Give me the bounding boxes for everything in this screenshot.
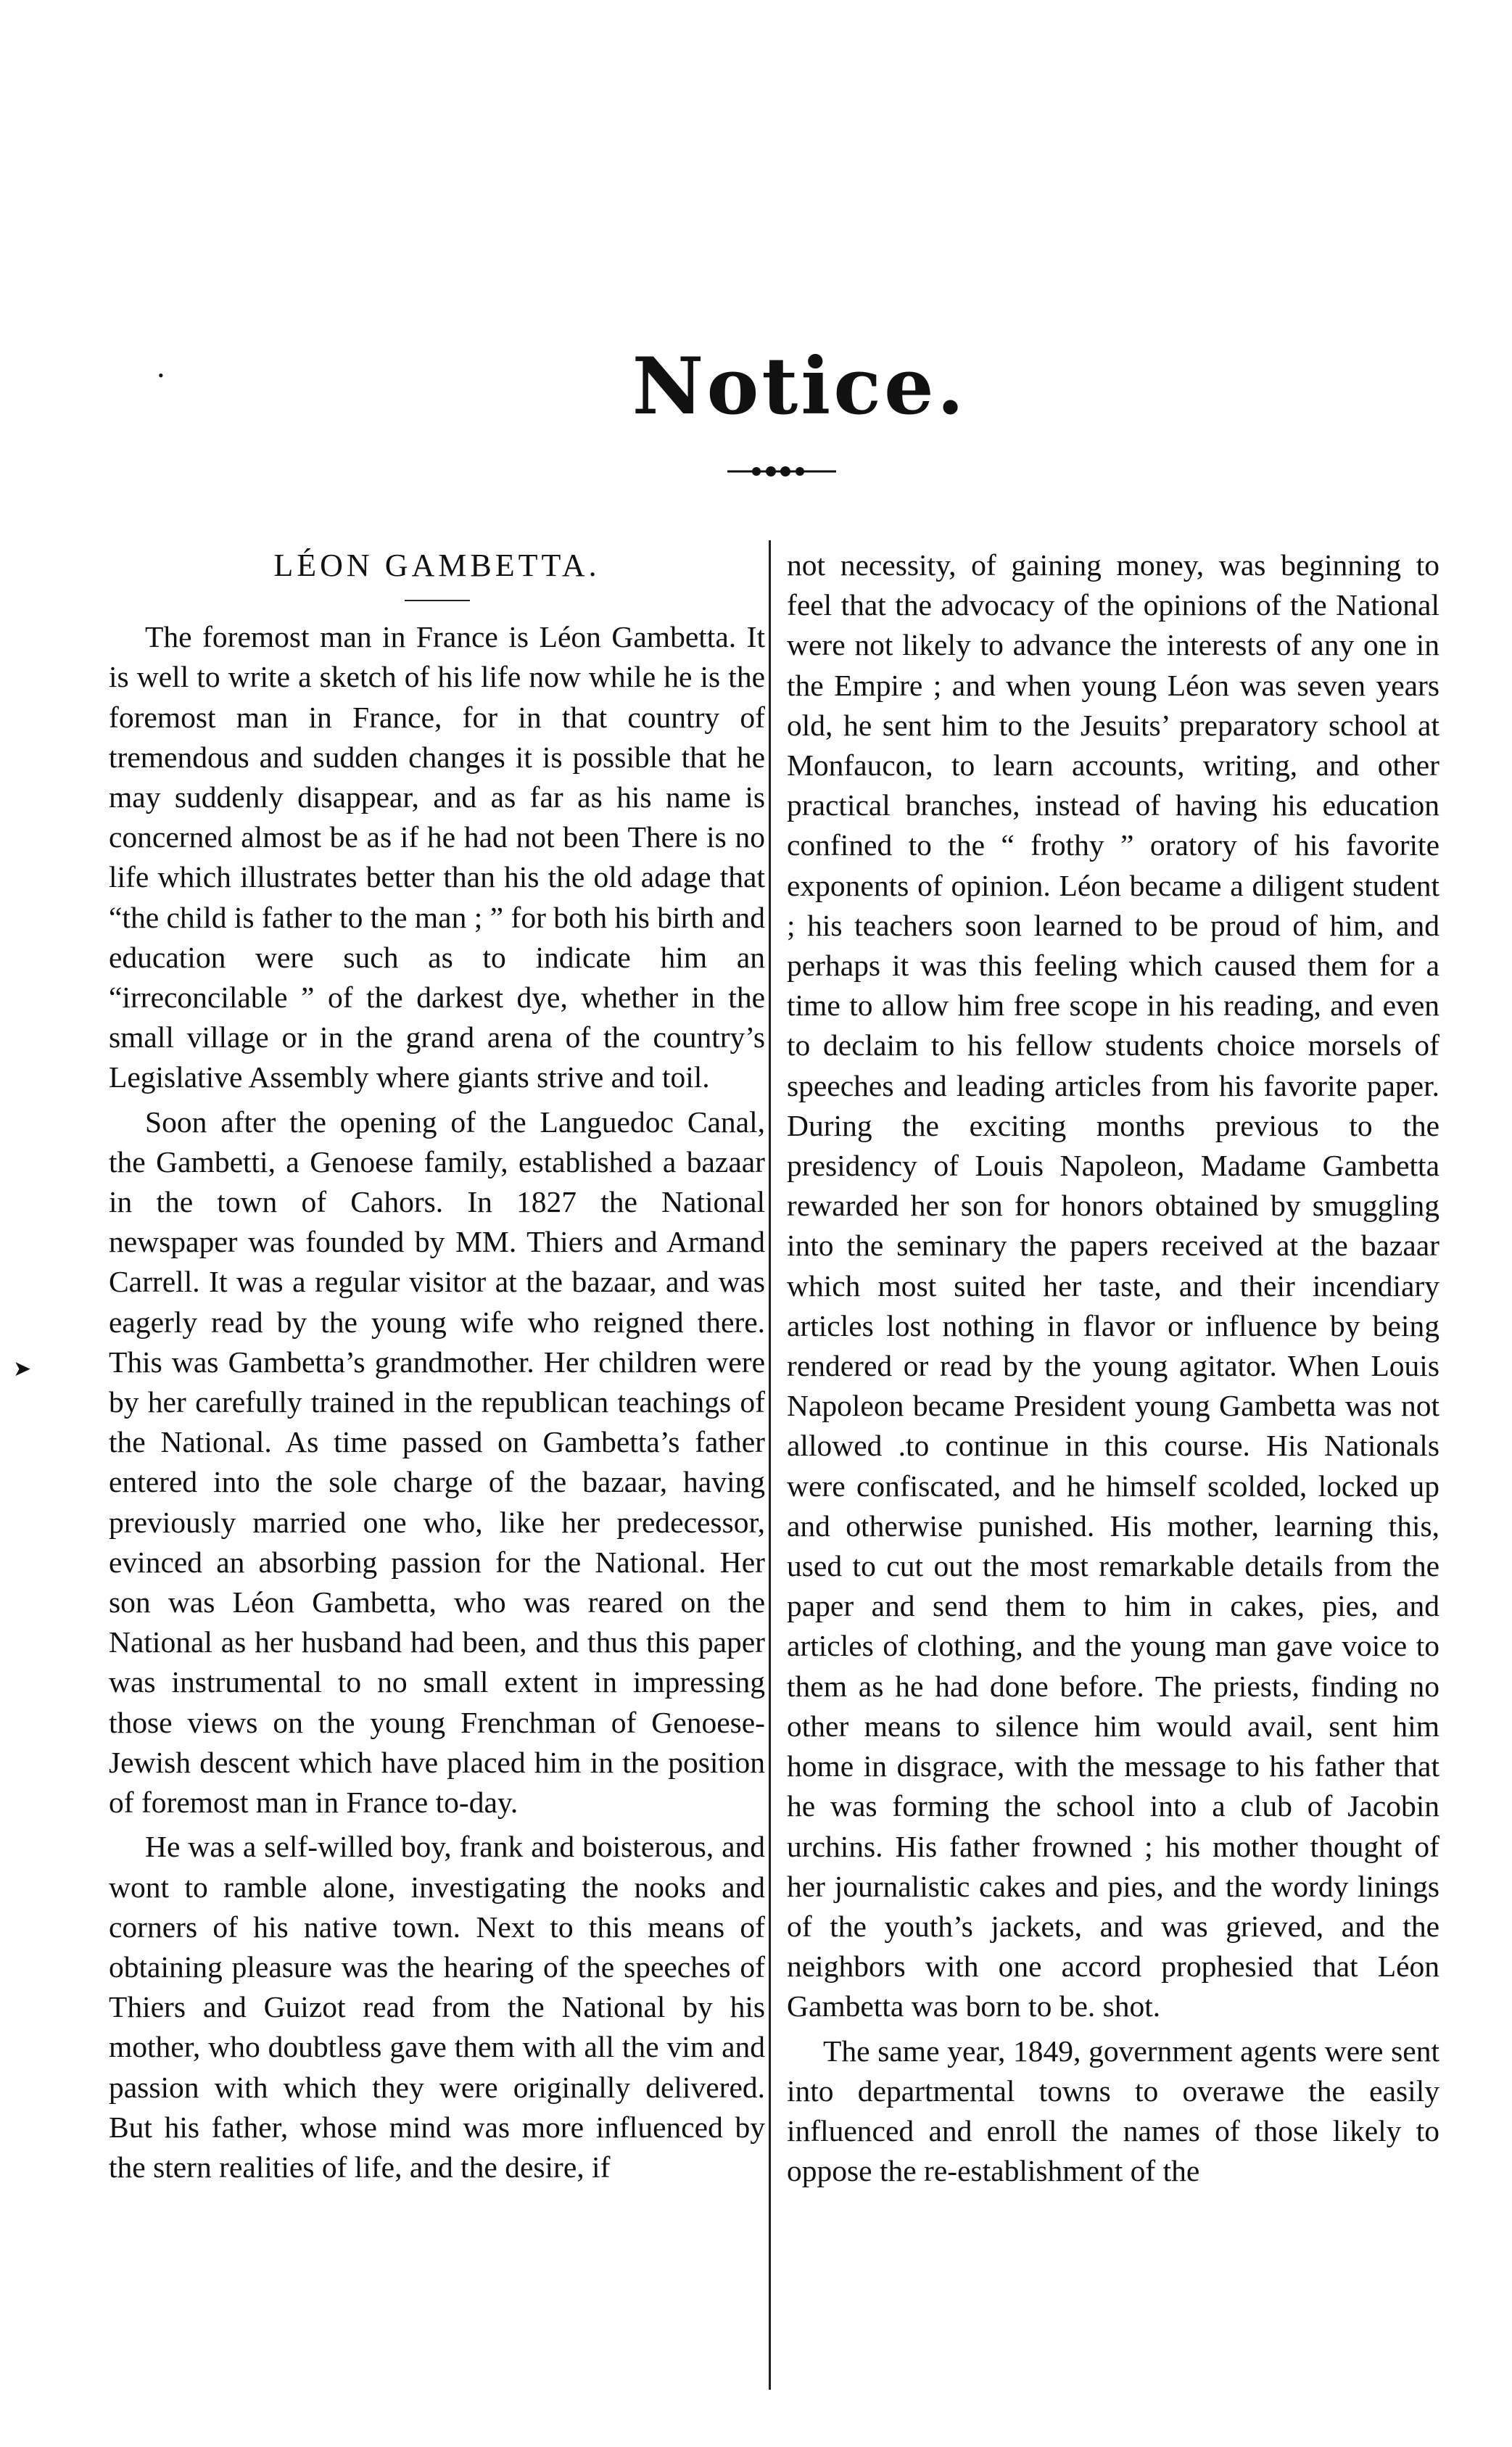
paragraph: He was a self-willed boy, frank and boisterous, and wont to ramble alone, investigating the nooks and corners of his native town. Next to this means of obtaining pleasure was the hearing of the speeches of Thiers and Guizot read from the National by his mother, who doubtless gave them with all the vim and passion with which they were originally delivered. But his father, whose mind was more influenced by the stern realities of life, and the desire, if xyxy=(109,1830,765,2184)
page-heading xyxy=(0,341,1512,432)
paragraph: not necessity, of gaining money, was beginning to feel that the advocacy of the opinions of the National were not likely to advance the interests of any one in the Empire ; and when young Léon was seven years old, he sent him to the Jesuits’ preparatory school at Monfaucon, to learn accounts, writing, and other practical branches, instead of having his education confined to the “ frothy ” oratory of his favorite exponents of opinion. Léon became a diligent student ; his teachers soon learned to be proud of him, and perhaps it was this feeling which caused them for a time to allow him free scope in his reading, and even to declaim to his fellow students choice morsels of speeches and leading articles from his favorite paper. During the exciting months previous to the presidency of Louis Napoleon, Madame Gambetta rewarded her son for honors obtained by smuggling into the seminary the papers received at the bazaar which most suited her taste, and their incendiary articles lost nothing in flavor or influence by being rendered or read by the young agitator. When Louis Napoleon became President young Gambetta was not allowed .to continue in this course. His Nationals were confiscated, and he himself scolded, locked up and otherwise punished. His mother, learning this, used to cut out the most remarkable details from the paper and send them to him in cakes, pies, and articles of clothing, and the young man gave voice to them as he had done before. The priests, finding no other means to silence him would avail, sent him home in disgrace, with the message to his father that he was forming the school into a club of Jacobin urchins. His father frowned ; his mother thought of her journalistic cakes and pies, and the wordy linings of the youth’s jackets, and was grieved, and the neighbors with one accord prophesied that Léon Gambetta was born to be. shot. xyxy=(787,548,1439,2023)
paragraph: The foremost man in France is Léon Gambetta. It is well to write a sketch of his life now while he is the foremost man in France, for in that country of tremendous and sudden changes it is possible that he may suddenly disappear, and as far as his name is concerned almost be as if he had not been There is no life which illustrates better than his the old adage that “the child is father to the man ; ” for both his birth and education were such as to indicate him an “irreconcilable ” of the darkest dye, whether in the small village or in the grand arena of the country’s Legislative Assembly where giants strive and toil. xyxy=(109,620,765,1094)
speck-mark: • xyxy=(158,366,164,384)
article-title: LÉON GAMBETTA. xyxy=(273,548,600,583)
left-column xyxy=(109,545,765,2187)
paragraph: Soon after the opening of the Languedoc Canal, the Gambetti, a Genoese family, established a bazaar in the town of Cahors. In 1827 the National newspaper was founded by MM. Thiers and Armand Carrell. It was a regular visitor at the bazaar, and was eagerly read by the young wife who reigned there. This was Gambetta’s grandmother. Her children were by her carefully trained in the republican teachings of the National. As time passed on Gambetta’s father entered into the sole charge of the bazaar, having previously married one who, like her predecessor, evinced an absorbing passion for the National. Her son was Léon Gambetta, who was reared on the National as her husband had been, and thus this paper was instrumental to no small extent in impressing those views on the young Frenchman of Genoese-Jewish descent which have placed him in the position of foremost man in France to-day. xyxy=(109,1105,765,1820)
heading-text: Notice. xyxy=(632,341,967,432)
right-column xyxy=(787,545,1439,2191)
ornament-divider-icon xyxy=(727,464,836,479)
title-rule xyxy=(405,600,470,601)
paragraph: The same year, 1849, government agents were sent into departmental towns to overawe the easily influenced and enroll the names of those likely to oppose the re-establishment of the xyxy=(787,2034,1439,2188)
column-divider xyxy=(769,540,771,2390)
arrow-mark-icon: ➤ xyxy=(13,1357,32,1381)
